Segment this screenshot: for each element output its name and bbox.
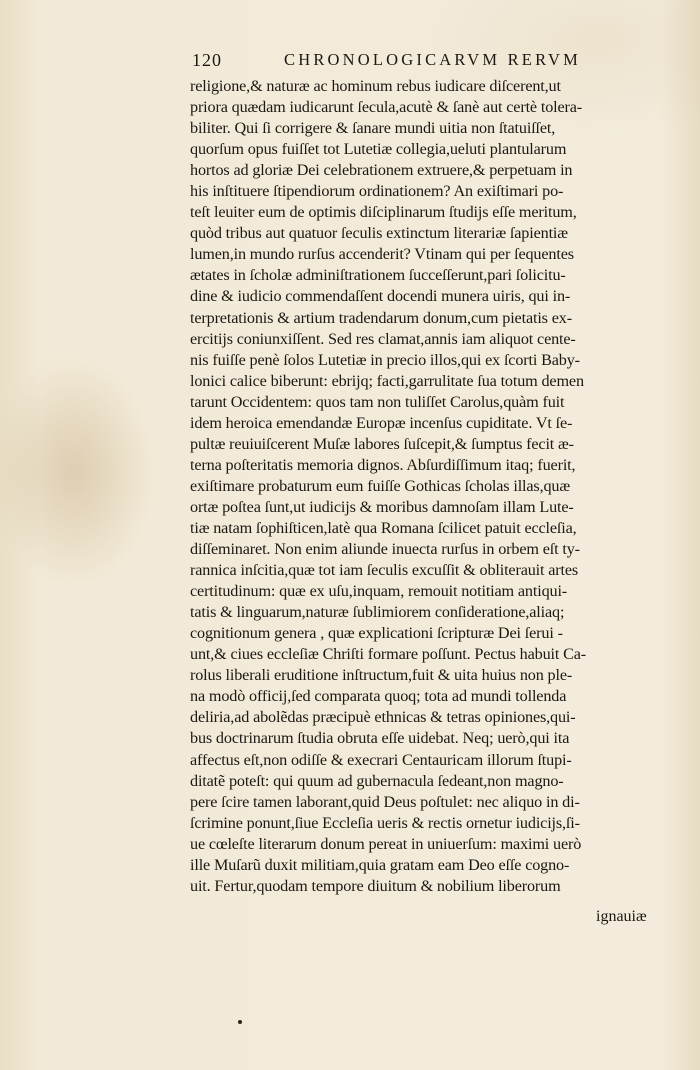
text-line: terpretationis & artium tradendarum donum,cum pietatis ex-	[190, 308, 572, 327]
text-line: affectus eſt,non odiſſe & execrari Centauricam illorum ſtupi-	[190, 750, 572, 769]
text-line: quòd tribus aut quatuor ſeculis extinctum literariæ ſapientiæ	[190, 224, 568, 243]
text-line: religione,& naturæ ac hominum rebus iudicare diſcerent,ut	[190, 77, 561, 95]
text-line: rolus liberali eruditione inſtructum,fuit & uita huius non ple-	[190, 666, 573, 685]
text-line: dine & iudicio commendaſſent docendi munera uiris, qui in-	[190, 287, 571, 306]
text-line: ætates in ſcholæ adminiſtrationem ſucceſſerunt,pari ſolicitu-	[190, 266, 566, 285]
text-line: lonici calice biberunt: ebrijq; facti,garrulitate ſua totum demen	[190, 371, 584, 390]
text-line: lumen,in mundo rurſus accenderit? Vtinam qui per ſequentes	[190, 245, 574, 264]
text-line: certitudinum: quæ ex uſu,inquam, remouit notitiam antiqui-	[190, 582, 568, 601]
text-line: idem heroica emendandæ Europæ incenſus cupiditate. Vt ſe-	[190, 413, 573, 432]
text-line: teſt leuiter eum de optimis diſciplinarum ſtudijs eſſe meritum,	[190, 203, 577, 222]
water-stain	[0, 360, 160, 590]
text-line: bus doctrinarum ſtudia obruta eſſe uidebat. Neq; uerò,qui ita	[190, 729, 570, 748]
running-head: CHRONOLOGICARVM RERVM	[284, 50, 581, 69]
text-line: terna poſteritatis memoria dignos. Abſurdiſſimum itaq; fuerit,	[190, 455, 576, 474]
text-line: tarunt Occidentem: quos tam non tuliſſet Carolus,quàm fuit	[190, 392, 565, 411]
text-line: biliter. Qui ſi corrigere & ſanare mundi uitia non ſtatuiſſet,	[190, 119, 556, 138]
text-line: uit. Fertur,quodam tempore diuitum & nobilium liberorum	[190, 876, 561, 895]
text-line: rannica inſcitia,quæ tot iam ſeculis excuſſit & obliterauit artes	[190, 561, 579, 580]
text-line: unt,& ciues eccleſiæ Chriſti formare poſſunt. Pectus habuit Ca-	[190, 645, 587, 664]
text-line: tatis & linguarum,naturæ ſublimiorem conſideratione,aliaq;	[190, 603, 565, 622]
catchword: ignauiæ	[596, 908, 647, 925]
page-header	[192, 50, 612, 72]
text-line: diſſeminaret. Non enim aliunde inuecta rurſus in orbem eſt ty-	[190, 540, 580, 559]
text-line: priora quædam iudicarunt ſecula,acutè & ſanè aut certè tolera-	[190, 98, 583, 117]
body-text	[190, 76, 660, 897]
text-line: ercitijs coniunxiſſent. Sed res clamat,annis iam aliquot cente-	[190, 329, 576, 348]
text-line: ditatẽ poteſt: qui quum ad gubernacula ſedeant,non magno-	[190, 771, 564, 790]
text-line: tiæ natam ſophiſticen,latè qua Romana ſcilicet patuit eccleſia,	[190, 518, 577, 537]
ink-speck	[238, 1020, 242, 1024]
text-line: ſcrimine ponunt,ſiue Eccleſia ueris & rectis ornetur iudicijs,ſi-	[190, 813, 580, 832]
text-line: na modò officij,ſed comparata quoq; tota ad mundi tollenda	[190, 687, 567, 706]
text-line: deliria,ad abolẽdas præcipuè ethnicas & tetras opiniones,qui-	[190, 708, 576, 727]
text-line: ortæ poſtea ſunt,ut iudicijs & moribus damnoſam illam Lute-	[190, 497, 574, 516]
text-line: his inſtituere ſtipendiorum ordinationem? An exiſtimari po-	[190, 182, 564, 201]
text-line: ue cœleſte literarum donum pereat in uniuerſum: maximi uerò	[190, 834, 582, 853]
text-line: hortos ad gloriæ Dei celebrationem extruere,& perpetuam in	[190, 161, 573, 180]
text-line: quorſum opus fuiſſet tot Lutetiæ collegia,ueluti plantularum	[190, 140, 567, 159]
page-number: 120	[192, 50, 222, 70]
text-line: cognitionum genera , quæ explicationi ſcripturæ Dei ſerui -	[190, 624, 563, 643]
text-line: pere ſcire tamen laborant,quid Deus poſtulet: nec aliquo in di-	[190, 792, 580, 811]
text-line: ille Muſarũ duxit militiam,quia gratam eam Deo eſſe cogno-	[190, 855, 570, 874]
text-line: pultæ reuiuiſcerent Muſæ labores ſuſcepit,& ſumptus fecit æ-	[190, 434, 574, 453]
text-line: nis fuiſſe penè ſolos Lutetiæ in precio illos,qui ex ſcorti Baby-	[190, 350, 580, 369]
text-line: exiſtimare probaturum eum fuiſſe Gothicas ſcholas illas,quæ	[190, 476, 571, 495]
